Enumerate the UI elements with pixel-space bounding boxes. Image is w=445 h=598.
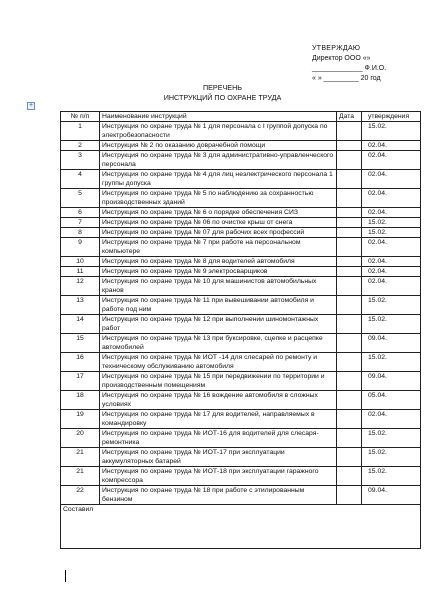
table-row: [61, 208, 421, 218]
row-instruction-name[interactable]: Инструкция по охране труда № 15 при передвижении по территории и производственным помещениям: [100, 372, 337, 391]
row-approved-date[interactable]: 02.04.: [362, 189, 421, 208]
table-row: [61, 218, 421, 228]
table-footer-row: [61, 505, 421, 549]
row-date[interactable]: [337, 372, 362, 391]
row-date[interactable]: [337, 410, 362, 429]
header-num: № п/п: [61, 112, 100, 122]
document-heading: [0, 83, 445, 103]
table-header-row: [61, 112, 421, 122]
row-number[interactable]: 19: [61, 410, 100, 429]
row-date[interactable]: [337, 448, 362, 467]
table-row: [61, 189, 421, 208]
row-approved-date[interactable]: 02.04.: [362, 257, 421, 267]
row-approved-date[interactable]: 02.04.: [362, 277, 421, 296]
row-instruction-name[interactable]: Инструкция по охране труда № 6 о порядке обеспечения СИЗ: [100, 208, 337, 218]
row-number[interactable]: 10: [61, 257, 100, 267]
row-date[interactable]: [337, 170, 362, 189]
row-number[interactable]: 11: [61, 267, 100, 277]
row-instruction-name[interactable]: Инструкция по охране труда № 18 при работе с этилированным бензином: [100, 486, 337, 505]
row-number[interactable]: 5: [61, 189, 100, 208]
row-number[interactable]: 21: [61, 467, 100, 486]
row-number[interactable]: 1: [61, 122, 100, 141]
row-approved-date[interactable]: 15.02.: [362, 467, 421, 486]
row-number[interactable]: 18: [61, 391, 100, 410]
row-approved-date[interactable]: 05.04.: [362, 391, 421, 410]
row-number[interactable]: 16: [61, 353, 100, 372]
row-instruction-name[interactable]: Инструкция по охране труда № 12 при выполнении шиномонтажных работ: [100, 315, 337, 334]
row-approved-date[interactable]: 02.04.: [362, 170, 421, 189]
row-instruction-name[interactable]: Инструкция по охране труда № 10 для машинистов автомобильных кранов: [100, 277, 337, 296]
row-number[interactable]: 12: [61, 277, 100, 296]
row-instruction-name[interactable]: Инструкция по охране труда № ИОТ-17 при эксплуатации аккумуляторных батарей: [100, 448, 337, 467]
row-instruction-name[interactable]: Инструкция № 2 по оказанию доврачебной помощи: [100, 141, 337, 151]
row-approved-date[interactable]: 15.02.: [362, 228, 421, 238]
row-date[interactable]: [337, 208, 362, 218]
instructions-table: [60, 111, 421, 549]
table-row: [61, 334, 421, 353]
header-name: Наименование инструкций: [100, 112, 337, 122]
row-number[interactable]: 20: [61, 429, 100, 448]
row-instruction-name[interactable]: Инструкция по охране труда № 4 для лиц неэлектрического персонала 1 группы допуска: [100, 170, 337, 189]
row-instruction-name[interactable]: Инструкция по охране труда № 3 для административно-управленческого персонала: [100, 151, 337, 170]
row-approved-date[interactable]: 02.04.: [362, 238, 421, 257]
row-date[interactable]: [337, 353, 362, 372]
row-number[interactable]: 22: [61, 486, 100, 505]
row-approved-date[interactable]: 15.02.: [362, 122, 421, 141]
row-approved-date[interactable]: 02.04.: [362, 267, 421, 277]
compiled-by-label[interactable]: Составил: [61, 505, 421, 549]
header-approved: утверждения: [362, 112, 421, 122]
row-approved-date[interactable]: 09.04.: [362, 372, 421, 391]
table-row: [61, 228, 421, 238]
row-date[interactable]: [337, 228, 362, 238]
row-instruction-name[interactable]: Инструкция по охране труда № ИОТ-18 при эксплуатации гаражного компрессора: [100, 467, 337, 486]
row-instruction-name[interactable]: Инструкция по охране труда № 1 для персонала с I группой допуска по электробезопасности: [100, 122, 337, 141]
row-number[interactable]: 21: [61, 448, 100, 467]
row-date[interactable]: [337, 467, 362, 486]
row-date[interactable]: [337, 267, 362, 277]
row-instruction-name[interactable]: Инструкция по охране труда № 5 по наблюдению за сохранностью производственных зданий: [100, 189, 337, 208]
table-body: [61, 122, 421, 549]
row-instruction-name[interactable]: Инструкция по охране труда № 06 по очистке крыш от снега: [100, 218, 337, 228]
row-date[interactable]: [337, 151, 362, 170]
table-row: [61, 296, 421, 315]
row-date[interactable]: [337, 296, 362, 315]
table-row: [61, 372, 421, 391]
row-date[interactable]: [337, 429, 362, 448]
table-row: [61, 238, 421, 257]
row-approved-date[interactable]: 02.04.: [362, 410, 421, 429]
row-approved-date[interactable]: 15.02.: [362, 218, 421, 228]
row-instruction-name[interactable]: Инструкция по охране труда № ИОТ-16 для водителей для слесаря-ремонтника: [100, 429, 337, 448]
row-number[interactable]: 6: [61, 208, 100, 218]
table-row: [61, 122, 421, 141]
table-row: [61, 267, 421, 277]
row-instruction-name[interactable]: Инструкция по охране труда № 11 при вывешивании автомобиля и работе под ним: [100, 296, 337, 315]
row-instruction-name[interactable]: Инструкция по охране труда № 07 для рабочих всех профессий: [100, 228, 337, 238]
table-row: [61, 410, 421, 429]
heading-line-2: ИНСТРУКЦИЙ ПО ОХРАНЕ ТРУДА: [163, 93, 282, 102]
table-row: [61, 467, 421, 486]
row-number[interactable]: 13: [61, 296, 100, 315]
row-number[interactable]: 2: [61, 141, 100, 151]
row-number[interactable]: 7: [61, 218, 100, 228]
row-approved-date[interactable]: 15.02.: [362, 448, 421, 467]
row-date[interactable]: [337, 189, 362, 208]
table-row: [61, 353, 421, 372]
table-row: [61, 315, 421, 334]
row-instruction-name[interactable]: Инструкция по охране труда № 8 для водителей автомобиля: [100, 257, 337, 267]
row-instruction-name[interactable]: Инструкция по охране труда № 13 при буксировке, сцепке и расцепке автомобилей: [100, 334, 337, 353]
row-approved-date[interactable]: 09.04.: [362, 486, 421, 505]
table-row: [61, 170, 421, 189]
table-row: [61, 391, 421, 410]
row-instruction-name[interactable]: Инструкция по охране труда № ИОТ -14 для слесарей по ремонту и техническому обслуживанию автомобиля: [100, 353, 337, 372]
fio-line: _____________ Ф.И.О.: [312, 65, 387, 72]
date-line: « » _________ 20 год: [312, 75, 381, 82]
table-move-handle-icon[interactable]: +: [28, 102, 34, 109]
row-date[interactable]: [337, 218, 362, 228]
row-number[interactable]: 15: [61, 334, 100, 353]
table-row: [61, 486, 421, 505]
row-approved-date[interactable]: 02.04.: [362, 151, 421, 170]
director-line: Директор ООО «»: [312, 55, 371, 62]
table-row: [61, 429, 421, 448]
table-row: [61, 141, 421, 151]
approval-title: УТВЕРЖДАЮ: [312, 45, 361, 52]
text-cursor: [65, 570, 66, 582]
row-date[interactable]: [337, 315, 362, 334]
header-date: Дата: [337, 112, 362, 122]
row-number[interactable]: 3: [61, 151, 100, 170]
row-date[interactable]: [337, 486, 362, 505]
row-number[interactable]: 9: [61, 238, 100, 257]
row-date[interactable]: [337, 334, 362, 353]
row-number[interactable]: 17: [61, 372, 100, 391]
row-instruction-name[interactable]: Инструкция по охране труда № 7 при работе на персональном компьютере: [100, 238, 337, 257]
row-approved-date[interactable]: 09.04.: [362, 334, 421, 353]
row-date[interactable]: [337, 141, 362, 151]
table-row: [61, 277, 421, 296]
table-row: [61, 448, 421, 467]
table-row: [61, 257, 421, 267]
row-instruction-name[interactable]: Инструкция по охране труда № 9 электросварщиков: [100, 267, 337, 277]
row-approved-date[interactable]: 15.02.: [362, 296, 421, 315]
row-date[interactable]: [337, 238, 362, 257]
row-date[interactable]: [337, 122, 362, 141]
row-approved-date[interactable]: 15.02.: [362, 353, 421, 372]
approval-block: [312, 44, 386, 84]
row-approved-date[interactable]: 02.04.: [362, 141, 421, 151]
row-approved-date[interactable]: 15.02.: [362, 315, 421, 334]
row-date[interactable]: [337, 257, 362, 267]
table-row: [61, 151, 421, 170]
row-number[interactable]: 14: [61, 315, 100, 334]
row-instruction-name[interactable]: Инструкция по охране труда № 17 для водителей, направляемых в командировку: [100, 410, 337, 429]
row-number[interactable]: 8: [61, 228, 100, 238]
row-approved-date[interactable]: 02.04.: [362, 208, 421, 218]
row-approved-date[interactable]: 15.02.: [362, 429, 421, 448]
row-instruction-name[interactable]: Инструкция по охране труда № 16 вождение автомобиля в сложных условиях: [100, 391, 337, 410]
row-date[interactable]: [337, 391, 362, 410]
row-number[interactable]: 4: [61, 170, 100, 189]
row-date[interactable]: [337, 277, 362, 296]
heading-line-1: ПЕРЕЧЕНЬ: [202, 83, 243, 92]
